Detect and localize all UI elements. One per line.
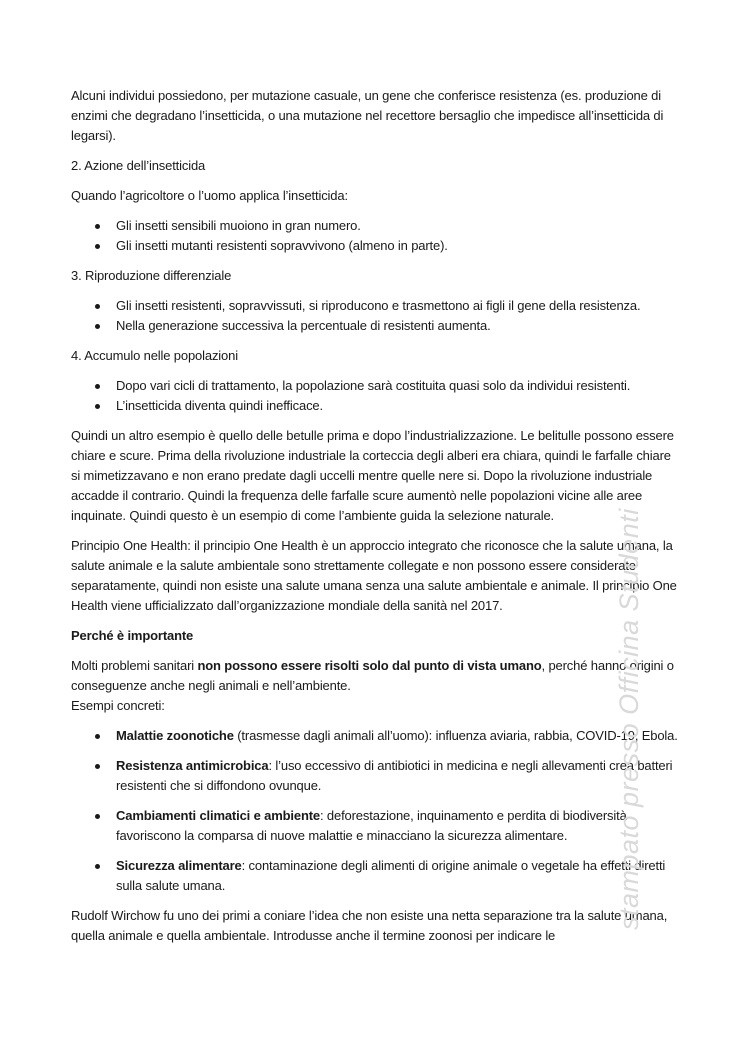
document-page xyxy=(71,86,681,956)
list-item xyxy=(71,756,681,796)
importance-bold-text: non possono essere risolti solo dal punto di vista umano xyxy=(197,658,542,673)
list-item: Dopo vari cicli di trattamento, la popolazione sarà costituita quasi solo da individui resistenti. xyxy=(71,376,681,396)
section-title-accumulo: 4. Accumulo nelle popolazioni xyxy=(71,348,238,363)
importance-heading: Perché è importante xyxy=(71,628,194,643)
intro-paragraph: Alcuni individui possiedono, per mutazione casuale, un gene che conferisce resistenza (es. produzione di enzimi che degradano l’insetticida, o una mutazione nel recettore bersaglio che impedisce all’insetticida di legarsi). xyxy=(71,88,664,143)
list-item: Gli insetti mutanti resistenti sopravvivono (almeno in parte). xyxy=(71,236,681,256)
list-item: Gli insetti sensibili muoiono in gran numero. xyxy=(71,216,681,236)
accumulo-list xyxy=(71,376,681,416)
watermark: stampato presso Officina Studenti xyxy=(614,508,644,930)
example-term: Malattie zoonotiche xyxy=(116,728,234,743)
example-text: : deforestazione, inquinamento e perdita di biodiversità favoriscono la comparsa di nuove malattie e minacciano la sicurezza alimentare. xyxy=(116,808,627,843)
betulle-paragraph: Quindi un altro esempio è quello delle betulle prima e dopo l’industrializzazione. Le belitulle possono essere chiare e scure. Prima della rivoluzione industriale la corteccia degli alberi era chiara, quindi le farfalle chiare si mimetizzavano e non erano predate dagli uccelli mentre quelle nere si. Dopo la rivoluzione industriale accadde il contrario. Quindi la frequenza delle farfalle scure aumentò nelle popolazioni vicine alle aree inquinate. Quindi questo è un esempio di come l’ambiente guida la selezione naturale. xyxy=(71,428,674,523)
wirchow-paragraph: Rudolf Wirchow fu uno dei primi a coniare l’idea che non esiste una netta separazione tra la salute umana, quella animale e quella ambientale. Introdusse anche il termine zoonosi per indicare le xyxy=(71,908,668,943)
list-item xyxy=(71,726,681,746)
section-title-riproduzione: 3. Riproduzione differenziale xyxy=(71,268,232,283)
section-title-azione: 2. Azione dell’insetticida xyxy=(71,158,206,173)
riproduzione-list xyxy=(71,296,681,336)
azione-list xyxy=(71,216,681,256)
list-item: L’insetticida diventa quindi inefficace. xyxy=(71,396,681,416)
list-item xyxy=(71,856,681,896)
one-health-paragraph: Principio One Health: il principio One Health è un approccio integrato che riconosce che la salute umana, la salute animale e la salute ambientale sono strettamente collegate e non possono essere considerate separatamente, quindi non esiste una salute umana senza una salute ambientale e animale. Il principio One Health viene ufficializzato dall’organizzazione mondiale della sanità nel 2017. xyxy=(71,538,677,613)
example-term: Sicurezza alimentare xyxy=(116,858,242,873)
importance-text-after: , perché hanno origini o conseguenze anche negli animali e nell’ambiente. xyxy=(71,658,674,693)
list-item xyxy=(71,806,681,846)
list-item: Gli insetti resistenti, sopravvissuti, si riproducono e trasmettono ai figli il gene della resistenza. xyxy=(71,296,681,316)
example-text: (trasmesse dagli animali all’uomo): influenza aviaria, rabbia, COVID-19, Ebola. xyxy=(233,728,678,743)
importance-paragraph xyxy=(71,656,681,696)
examples-list xyxy=(71,726,681,896)
example-text: : contaminazione degli alimenti di origine animale o vegetale ha effetti diretti sulla salute umana. xyxy=(116,858,666,893)
example-text: : l’uso eccessivo di antibiotici in medicina e negli allevamenti crea batteri resistenti che si diffondono ovunque. xyxy=(116,758,673,793)
list-item: Nella generazione successiva la percentuale di resistenti aumenta. xyxy=(71,316,681,336)
importance-text-before: Molti problemi sanitari xyxy=(71,658,198,673)
example-term: Cambiamenti climatici e ambiente xyxy=(116,808,320,823)
azione-lead: Quando l’agricoltore o l’uomo applica l’insetticida: xyxy=(71,188,348,203)
example-term: Resistenza antimicrobica xyxy=(116,758,269,773)
examples-label: Esempi concreti: xyxy=(71,698,165,713)
